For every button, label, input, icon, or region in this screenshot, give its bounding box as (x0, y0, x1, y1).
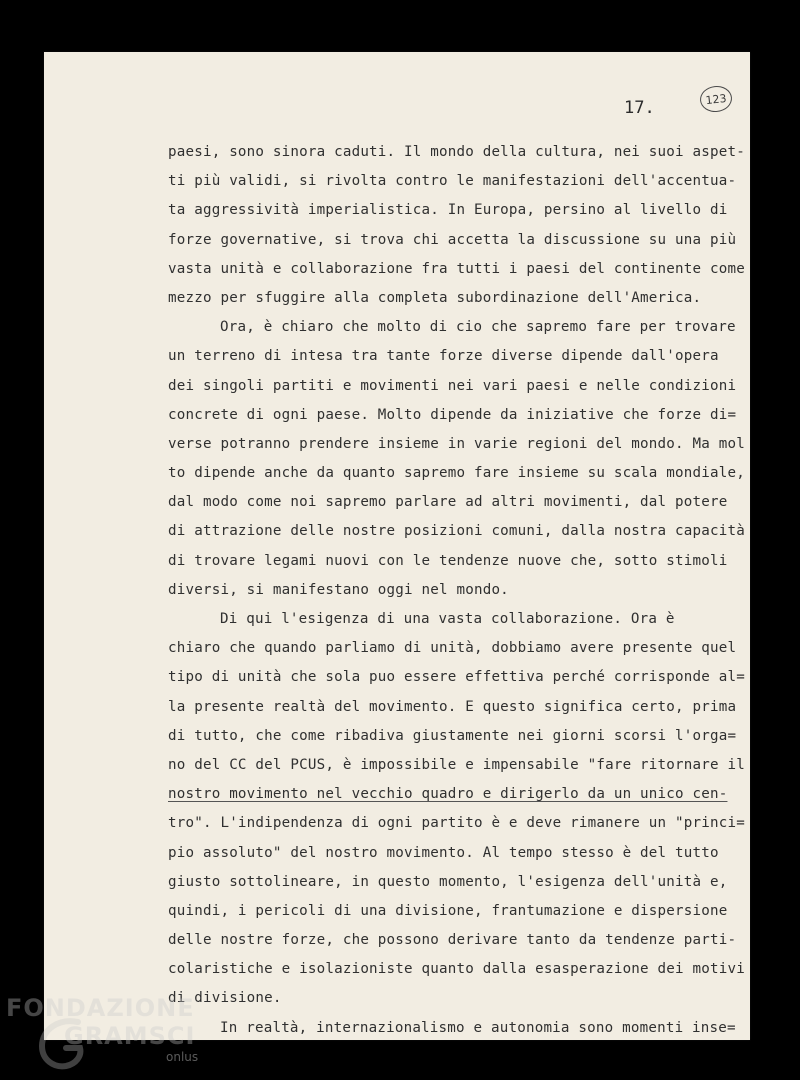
text-line: Di qui l'esigenza di una vasta collaborazione. Ora è (220, 611, 675, 627)
text-line: di attrazione delle nostre posizioni comuni, dalla nostra capacità (168, 523, 745, 540)
text-line: di tutto, che come ribadiva giustamente nei giorni scorsi l'orga= (168, 727, 737, 744)
watermark-line1: FONDAZIONE (6, 994, 195, 1022)
text-line: verse potranno prendere insieme in varie regioni del mondo. Ma mol (168, 435, 745, 452)
text-line: un terreno di intesa tra tante forze diverse dipende dall'opera (168, 348, 719, 365)
text-line: giusto sottolineare, in questo momento, l'esigenza dell'unità e, (168, 873, 728, 890)
text-line: quindi, i pericoli di una divisione, frantumazione e dispersione (168, 902, 728, 919)
text-line: di divisione. (168, 990, 282, 1007)
watermark-onlus: onlus (166, 1050, 199, 1064)
text-line: colaristiche e isolazioniste quanto dalla esasperazione dei motivi (168, 961, 745, 978)
archive-stamp: 123 (699, 84, 734, 113)
text-line: concrete di ogni paese. Molto dipende da iniziative che forze di= (168, 406, 737, 423)
text-line: ta aggressività imperialistica. In Europa, persino al livello di (168, 202, 728, 219)
text-line: di trovare legami nuovi con le tendenze nuove che, sotto stimoli (168, 552, 728, 569)
fondazione-gramsci-watermark (6, 994, 206, 1074)
text-line: diversi, si manifestano oggi nel mondo. (168, 581, 509, 598)
text-line: delle nostre forze, che possono derivare tanto da tendenze parti- (168, 932, 737, 949)
text-line: paesi, sono sinora caduti. Il mondo della cultura, nei suoi aspet- (168, 144, 745, 160)
text-line: mezzo per sfuggire alla completa subordinazione dell'America. (168, 289, 702, 306)
typewritten-text (168, 138, 748, 1043)
text-line: tipo di unità che sola puo essere effettiva perché corrisponde al= (168, 669, 745, 686)
text-line: ti più validi, si rivolta contro le manifestazioni dell'accentua- (168, 173, 737, 190)
text-line: tro". L'indipendenza di ogni partito è e deve rimanere un "princi= (168, 815, 745, 832)
page-number: 17. (624, 98, 655, 118)
text-line: vasta unità e collaborazione fra tutti i paesi del continente come (168, 260, 745, 277)
document-page (44, 52, 750, 1040)
watermark-line2: GRAMSCI (64, 1022, 196, 1050)
text-line: In realtà, internazionalismo e autonomia sono momenti inse= (220, 1019, 736, 1036)
text-line: pio assoluto" del nostro movimento. Al tempo stesso è del tutto (168, 844, 719, 861)
text-line: la presente realtà del movimento. E questo significa certo, prima (168, 698, 737, 715)
text-line: chiaro che quando parliamo di unità, dobbiamo avere presente quel (168, 640, 737, 657)
text-line: no del CC del PCUS, è impossibile e impensabile "fare ritornare il (168, 756, 745, 773)
text-line: to dipende anche da quanto sapremo fare insieme su scala mondiale, (168, 465, 745, 482)
text-line: Ora, è chiaro che molto di cio che sapremo fare per trovare (220, 319, 736, 336)
text-line: forze governative, si trova chi accetta la discussione su una più (168, 231, 737, 248)
text-line: nostro movimento nel vecchio quadro e dirigerlo da un unico cen- (168, 786, 728, 803)
text-line: dal modo come noi sapremo parlare ad altri movimenti, dal potere (168, 494, 728, 511)
text-line: dei singoli partiti e movimenti nei vari paesi e nelle condizioni (168, 377, 737, 394)
